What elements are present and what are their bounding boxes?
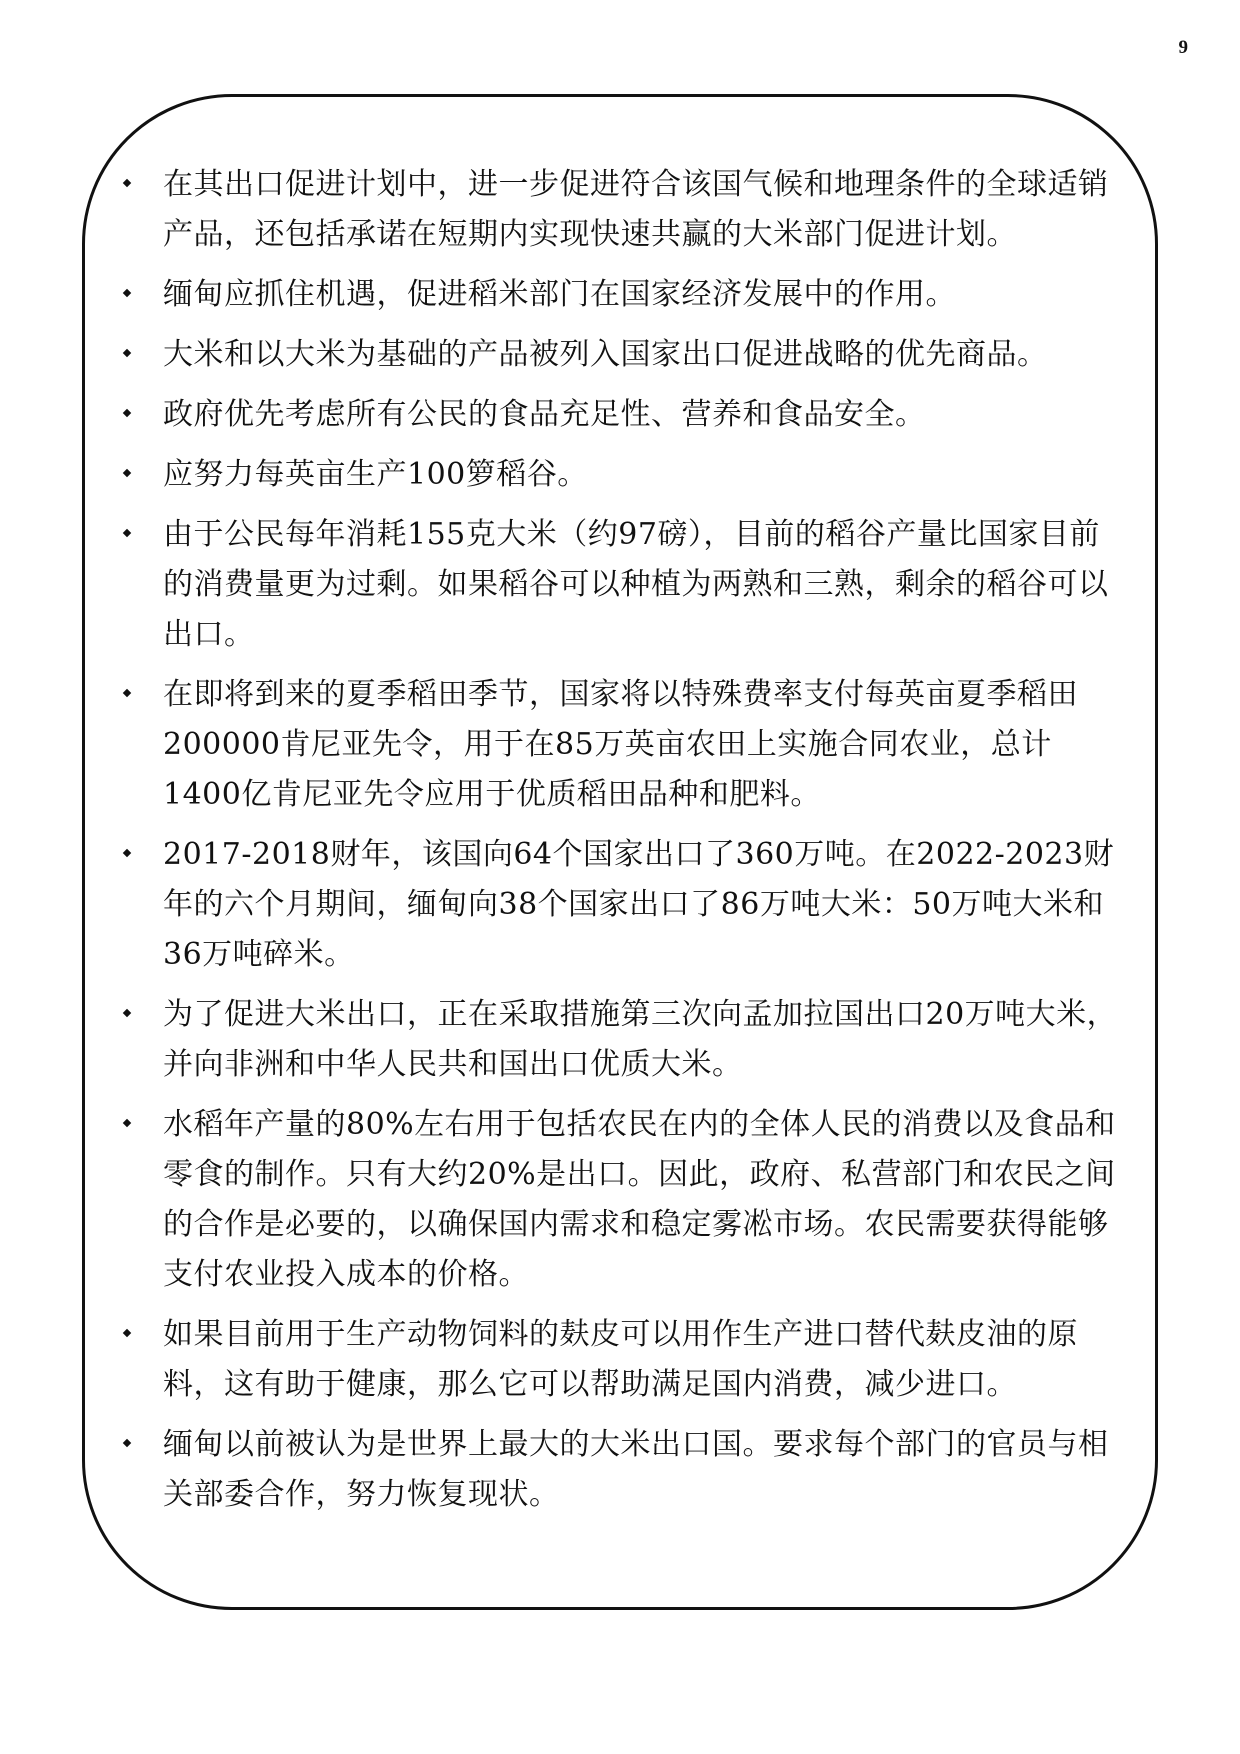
list-item-text: 为了促进大米出口，正在采取措施第三次向孟加拉国出口20万吨大米，并向非洲和中华人民共和国出口优质大米。 [163, 997, 1118, 1082]
list-item [124, 330, 1130, 380]
list-item [124, 830, 1130, 980]
diamond-bullet-icon [123, 179, 131, 187]
diamond-bullet-icon [123, 409, 131, 417]
diamond-bullet-icon [123, 289, 131, 297]
list-item [124, 670, 1130, 820]
diamond-bullet-icon [123, 1439, 131, 1447]
diamond-bullet-icon [123, 1009, 131, 1017]
list-item-text: 政府优先考虑所有公民的食品充足性、营养和食品安全。 [163, 397, 926, 432]
list-item [124, 1420, 1130, 1520]
diamond-bullet-icon [123, 469, 131, 477]
list-item-text: 应努力每英亩生产100箩稻谷。 [163, 457, 588, 492]
page-number: 9 [1178, 37, 1188, 58]
bullet-list [124, 160, 1130, 1530]
list-item-text: 2017-2018财年，该国向64个国家出口了360万吨。在2022-2023财年的六个月期间，缅甸向38个国家出口了86万吨大米：50万吨大米和36万吨碎米。 [163, 837, 1115, 972]
diamond-bullet-icon [123, 349, 131, 357]
diamond-bullet-icon [123, 1329, 131, 1337]
list-item-text: 在其出口促进计划中，进一步促进符合该国气候和地理条件的全球适销产品，还包括承诺在短期内实现快速共赢的大米部门促进计划。 [163, 167, 1109, 252]
diamond-bullet-icon [123, 1119, 131, 1127]
diamond-bullet-icon [123, 849, 131, 857]
list-item-text: 缅甸以前被认为是世界上最大的大米出口国。要求每个部门的官员与相关部委合作，努力恢复现状。 [163, 1427, 1109, 1512]
list-item-text: 由于公民每年消耗155克大米（约97磅），目前的稻谷产量比国家目前的消费量更为过剩。如果稻谷可以种植为两熟和三熟，剩余的稻谷可以出口。 [163, 517, 1109, 652]
list-item-text: 缅甸应抓住机遇，促进稻米部门在国家经济发展中的作用。 [163, 277, 956, 312]
list-item [124, 160, 1130, 260]
list-item-text: 大米和以大米为基础的产品被列入国家出口促进战略的优先商品。 [163, 337, 1048, 372]
list-item [124, 1310, 1130, 1410]
list-item [124, 1100, 1130, 1300]
list-item [124, 450, 1130, 500]
list-item [124, 390, 1130, 440]
list-item [124, 270, 1130, 320]
list-item [124, 990, 1130, 1090]
list-item-text: 水稻年产量的80%左右用于包括农民在内的全体人民的消费以及食品和零食的制作。只有大约20%是出口。因此，政府、私营部门和农民之间的合作是必要的，以确保国内需求和稳定雾凇市场。农民需要获得能够支付农业投入成本的价格。 [163, 1107, 1116, 1292]
diamond-bullet-icon [123, 689, 131, 697]
list-item-text: 在即将到来的夏季稻田季节，国家将以特殊费率支付每英亩夏季稻田200000肯尼亚先令，用于在85万英亩农田上实施合同农业，总计1400亿肯尼亚先令应用于优质稻田品种和肥料。 [163, 677, 1078, 812]
list-item-text: 如果目前用于生产动物饲料的麸皮可以用作生产进口替代麸皮油的原料，这有助于健康，那么它可以帮助满足国内消费，减少进口。 [163, 1317, 1078, 1402]
diamond-bullet-icon [123, 529, 131, 537]
list-item [124, 510, 1130, 660]
